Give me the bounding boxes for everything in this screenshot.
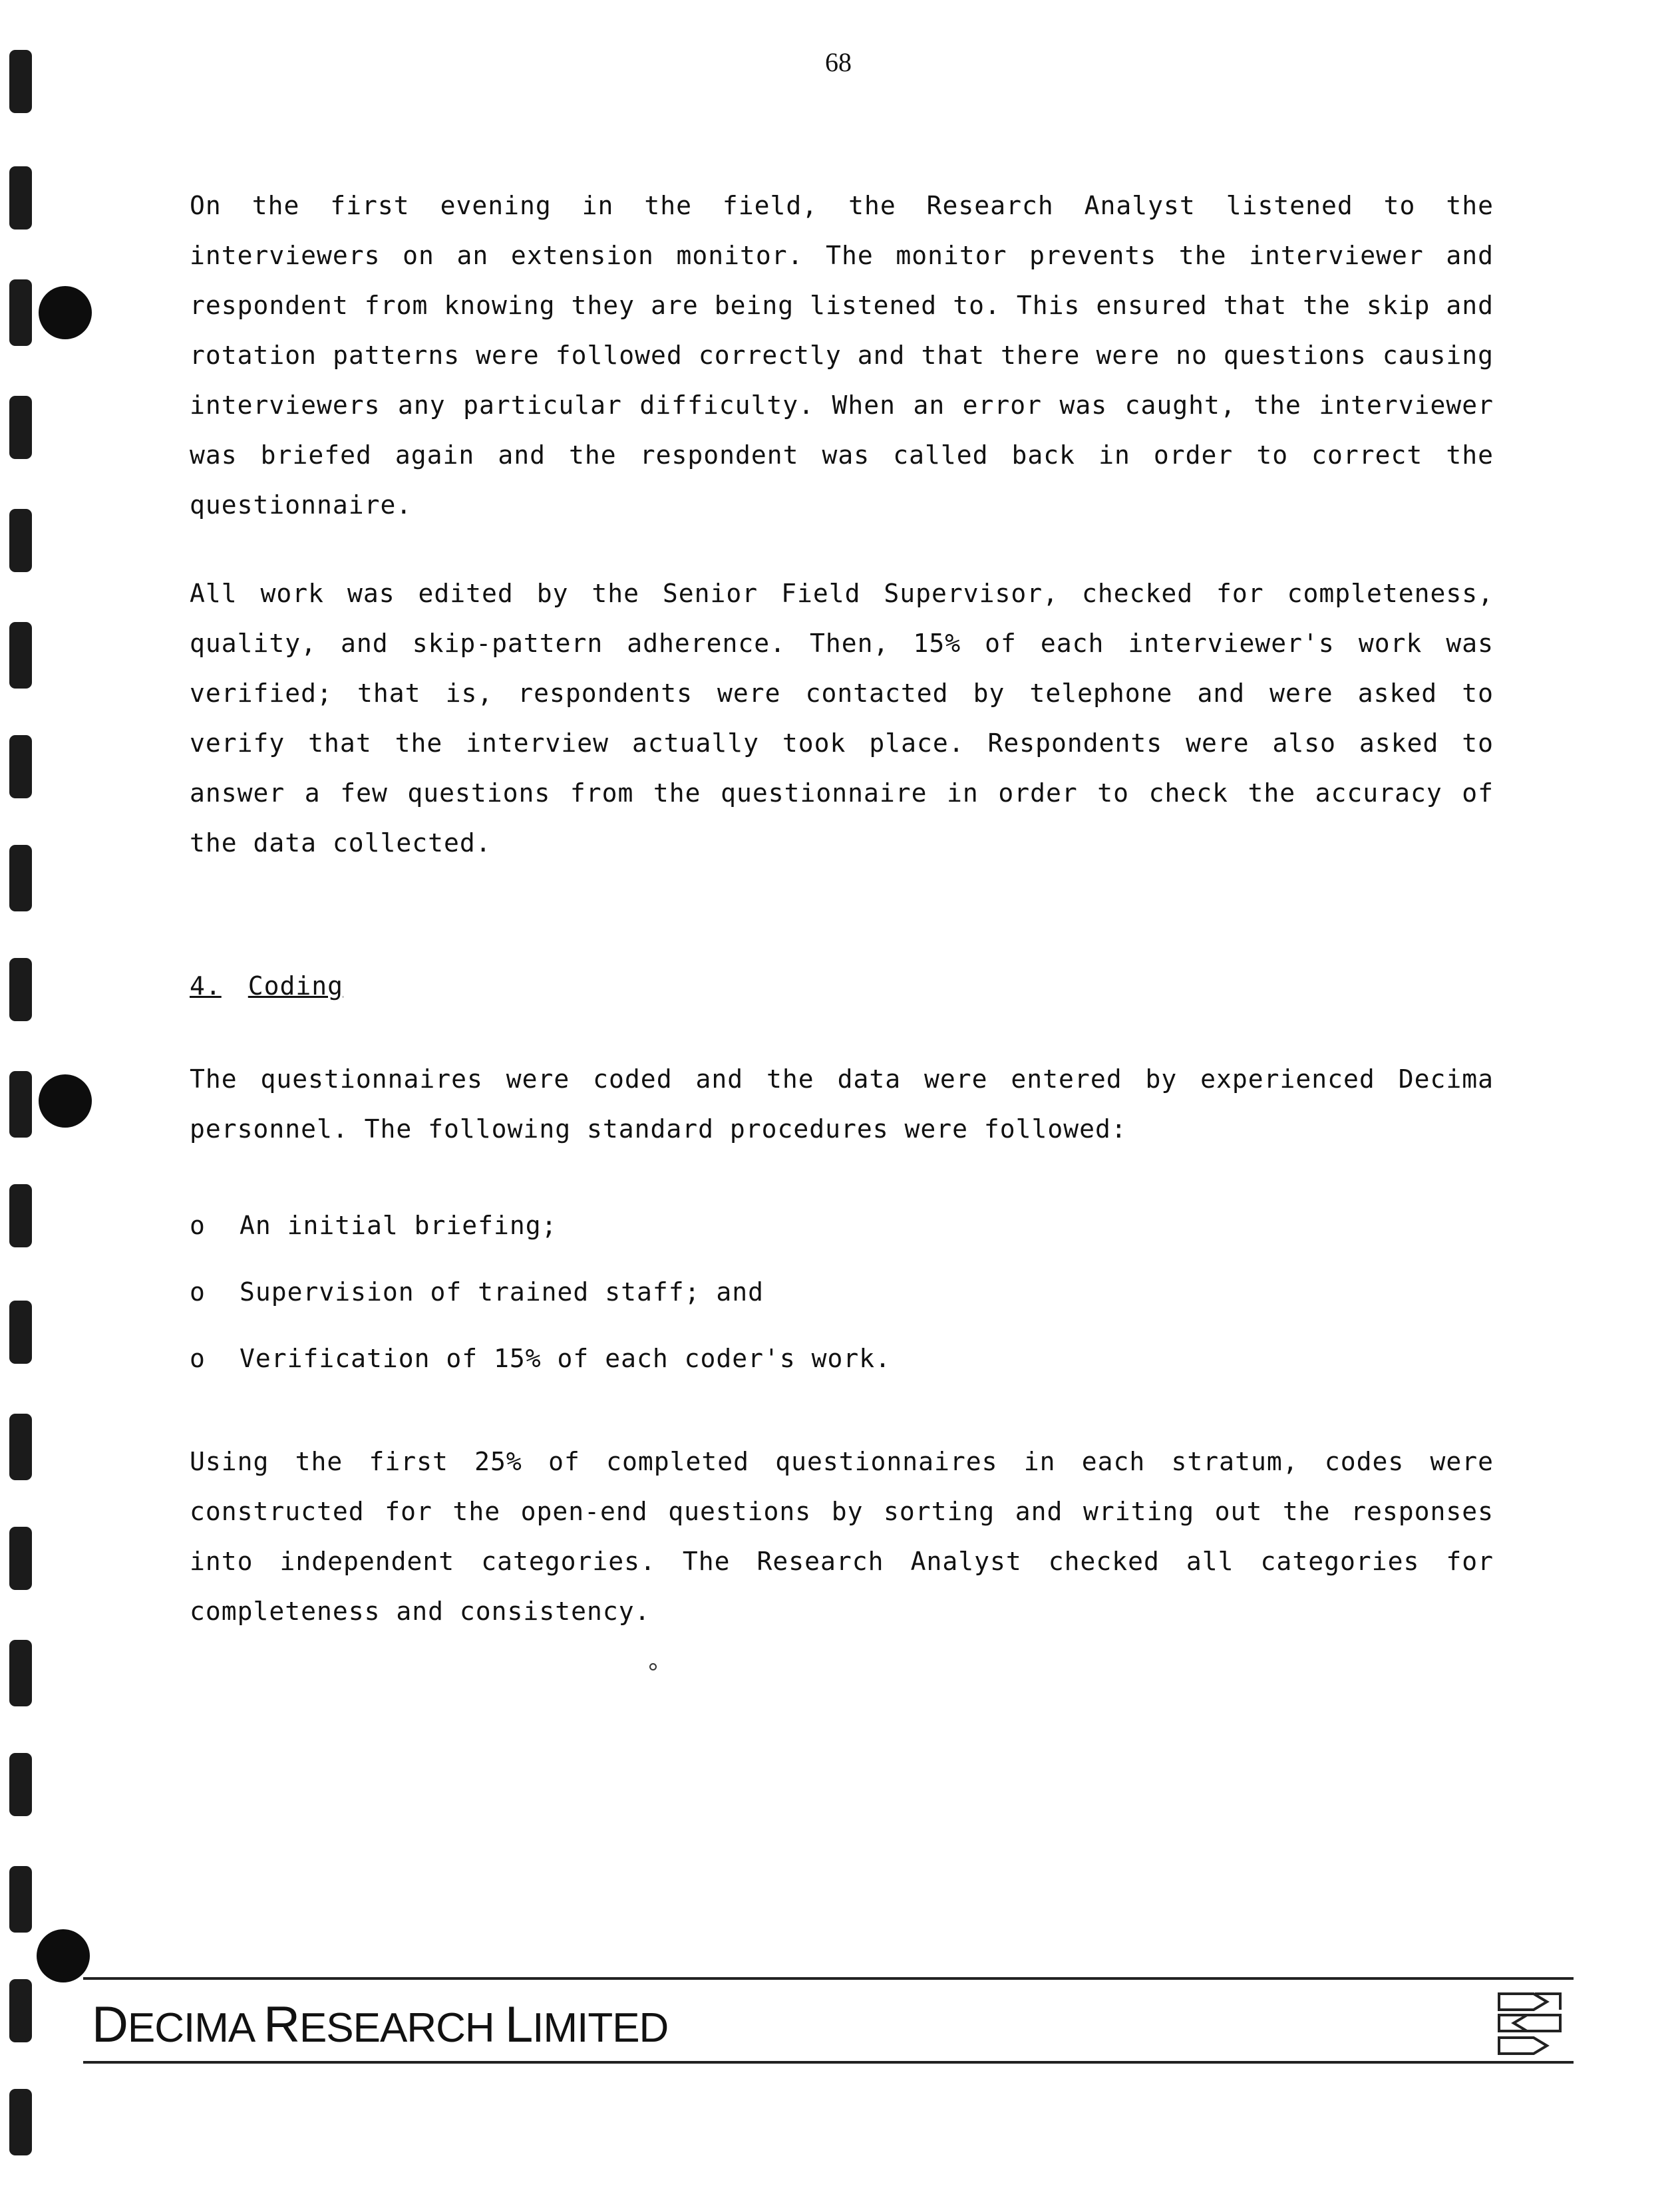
binding-mark	[9, 958, 32, 1021]
company-logo	[92, 1996, 668, 2054]
binding-mark	[9, 1414, 32, 1480]
binding-mark	[9, 1866, 32, 1933]
section-heading	[190, 971, 343, 1001]
binding-mark	[9, 622, 32, 689]
logo-initial: D	[92, 1996, 128, 2053]
punch-hole	[37, 1929, 90, 1982]
binding-mark	[9, 845, 32, 911]
binding-mark	[9, 2089, 32, 2155]
company-emblem-icon	[1494, 1986, 1567, 2066]
binding-mark	[9, 50, 32, 113]
logo-initial: R	[263, 1996, 299, 2053]
binding-mark	[9, 1640, 32, 1706]
paragraph-coding-intro: The questionnaires were coded and the data were entered by experienced Decima personnel. The following standard procedures were followed:	[190, 1064, 1494, 1144]
logo-word-part: IMITED	[532, 2005, 669, 2051]
bullet-marker: o	[190, 1277, 206, 1307]
binding-mark	[9, 509, 32, 572]
binding-mark	[9, 1979, 32, 2042]
binding-mark	[9, 1184, 32, 1247]
bullet-marker: o	[190, 1344, 206, 1373]
paragraph-editing: All work was edited by the Senior Field Supervisor, checked for completeness, quality, and skip-pattern adherence. Then, 15% of each interviewer's work was verified; that is, respondents were contacted by telephone and were asked to verify that the interview actually took place. Respondents were also asked to answer a few questions from the questionnaire in order to check the accuracy of the data collected.	[190, 579, 1494, 858]
punch-hole	[39, 286, 92, 339]
paragraph-code-construction: Using the first 25% of completed questionnaires in each stratum, codes were constructed for the open-end questions by sorting and writing out the responses into independent categories. The Research Analyst checked all categories for completeness and consistency.	[190, 1447, 1494, 1626]
bullet-text: Supervision of trained staff; and	[240, 1277, 764, 1307]
logo-initial: L	[504, 1996, 533, 2053]
logo-word-part: ECIMA	[127, 2005, 253, 2051]
binding-mark	[9, 1753, 32, 1816]
logo-word-part: ESEARCH	[299, 2005, 494, 2051]
binding-mark	[9, 1071, 32, 1138]
footer-top-rule	[83, 1977, 1574, 1980]
page-number: 68	[825, 47, 852, 77]
punch-hole	[39, 1074, 92, 1128]
list-item	[190, 1277, 764, 1307]
binding-mark	[9, 735, 32, 798]
list-item	[190, 1211, 558, 1240]
binding-mark	[9, 1301, 32, 1364]
binding-mark	[9, 279, 32, 346]
bullet-marker: o	[190, 1211, 206, 1240]
binding-mark	[9, 1527, 32, 1590]
scan-speck	[649, 1663, 657, 1670]
binding-mark	[9, 166, 32, 230]
bullet-text: An initial briefing;	[240, 1211, 558, 1240]
list-item	[190, 1344, 891, 1373]
bullet-text: Verification of 15% of each coder's work.	[240, 1344, 891, 1373]
section-number: 4.	[190, 971, 222, 1001]
binding-mark	[9, 396, 32, 459]
section-title: Coding	[248, 971, 344, 1001]
footer-bottom-rule	[83, 2061, 1574, 2064]
paragraph-monitoring: On the first evening in the field, the Research Analyst listened to the interviewers on an extension monitor. The monitor prevents the interviewer and respondent from knowing they are being listened to. This ensured that the skip and rotation patterns were followed correctly and that there were no questions causing interviewers any particular difficulty. When an error was caught, the interviewer was briefed again and the respondent was called back in order to correct the questionnaire.	[190, 191, 1494, 520]
